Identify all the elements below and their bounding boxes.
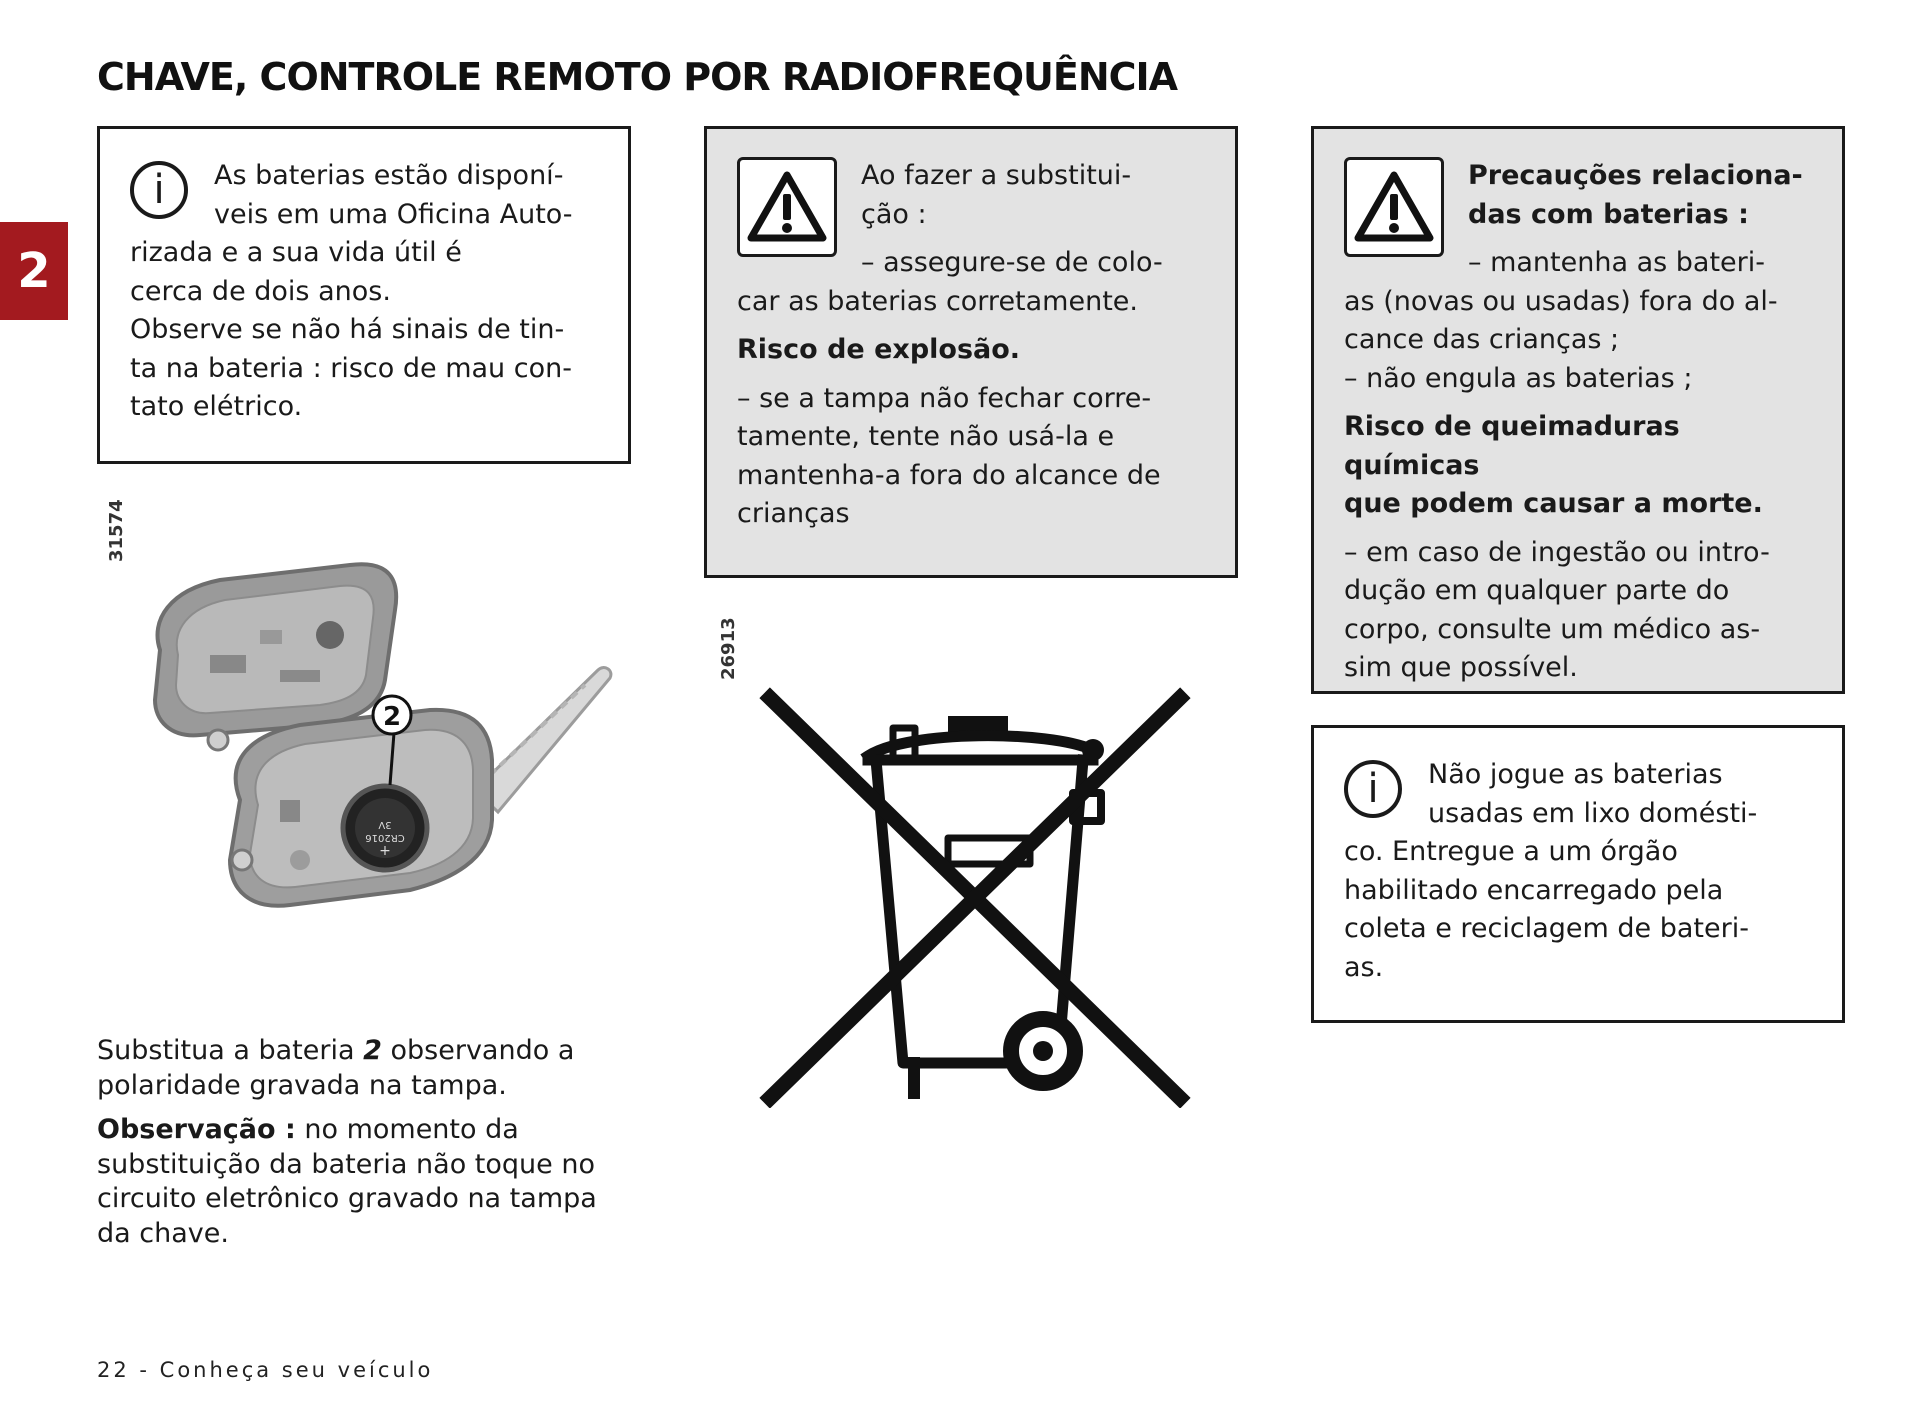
text-line: Não jogue as baterias — [1428, 759, 1723, 790]
text-line: co. Entregue a um órgão — [1344, 836, 1678, 867]
text-line: cance das crianças ; — [1344, 324, 1620, 355]
text-line: As baterias estão disponí- — [214, 160, 564, 191]
coin-battery — [343, 786, 427, 870]
text-line: ta na bateria : risco de mau con- — [130, 352, 572, 384]
warning-box-replacement — [704, 126, 1238, 578]
risk-heading: que podem causar a morte. — [1344, 488, 1763, 519]
text-line: coleta e reciclagem de bateri- — [1344, 913, 1749, 944]
svg-text:+: + — [379, 843, 391, 859]
text-line: sim que possível. — [1344, 652, 1578, 683]
reference-number: 2 — [363, 1035, 382, 1066]
text-line: ção : — [861, 198, 927, 230]
text-line: das com baterias : — [1468, 198, 1749, 230]
key-fob-illustration — [130, 560, 630, 980]
text-line: car as baterias corretamente. — [737, 285, 1138, 317]
information-icon: i — [130, 161, 188, 219]
text-line: rizada e a sua vida útil é — [130, 237, 462, 268]
note-label: Observação : — [97, 1114, 296, 1145]
text-line: tamente, tente não usá-la e — [737, 421, 1115, 452]
text-run: observando a polaridade gravada na tampa. — [97, 1035, 575, 1101]
text-line: Precauções relaciona- — [1468, 160, 1803, 191]
text-line: – mantenha as bateri- — [1468, 247, 1766, 278]
text-line: corpo, consulte um médico as- — [1344, 613, 1761, 645]
text-line: dução em qualquer parte do — [1344, 575, 1730, 606]
page-footer: 22 - Conheça seu veículo — [97, 1358, 434, 1382]
figure-code-bin: 26913 — [718, 617, 739, 680]
crossed-bin-icon — [748, 668, 1198, 1108]
text-line: – se a tampa não fechar corre- — [737, 382, 1152, 414]
text-line: habilitado encarregado pela — [1344, 874, 1724, 906]
warning-triangle-icon — [1344, 157, 1444, 257]
text-line: Ao fazer a substitui- — [861, 160, 1132, 191]
page-title: CHAVE, CONTROLE REMOTO POR RADIOFREQUÊNCIA — [97, 55, 1178, 99]
text-line: usadas em lixo domésti- — [1428, 797, 1758, 829]
text-line: veis em uma Oficina Auto- — [214, 198, 573, 230]
information-icon: i — [1344, 760, 1402, 818]
text-line: – em caso de ingestão ou intro- — [1344, 536, 1770, 568]
info-box-disposal — [1311, 725, 1845, 1023]
info-box-battery-life — [97, 126, 631, 464]
text-line: mantenha-a fora do alcance de — [737, 459, 1161, 491]
risk-heading: Risco de explosão. — [737, 334, 1021, 365]
text-line: as. — [1344, 951, 1384, 983]
warning-box-precautions — [1311, 126, 1845, 694]
text-run: Substitua a bateria — [97, 1035, 364, 1066]
instructions-text — [97, 1034, 637, 1261]
text-line: crianças — [737, 498, 850, 529]
text-line: – não engula as baterias ; — [1344, 362, 1693, 394]
text-line: – assegure-se de colo- — [861, 247, 1163, 278]
battery-label-model: CR2016 — [365, 832, 405, 843]
risk-heading: Risco de queimaduras químicas — [1344, 411, 1680, 481]
text-run: no momento da substituição da bateria não toque no circuito eletrônico gravado na tampa da chave. — [97, 1114, 597, 1249]
note-paragraph — [97, 1113, 637, 1251]
text-line: cerca de dois anos. — [130, 275, 391, 307]
key-blade — [475, 668, 611, 812]
warning-triangle-icon — [737, 157, 837, 257]
text-line: Observe se não há sinais de tin- — [130, 314, 565, 345]
figure-code-key: 31574 — [106, 499, 127, 562]
callout-number: 2 — [382, 702, 402, 732]
text-line: tato elétrico. — [130, 391, 303, 422]
instruction-paragraph — [97, 1034, 637, 1103]
text-line: as (novas ou usadas) fora do al- — [1344, 285, 1778, 317]
battery-label-voltage: 3V — [378, 819, 392, 830]
chapter-tab: 2 — [0, 222, 68, 320]
